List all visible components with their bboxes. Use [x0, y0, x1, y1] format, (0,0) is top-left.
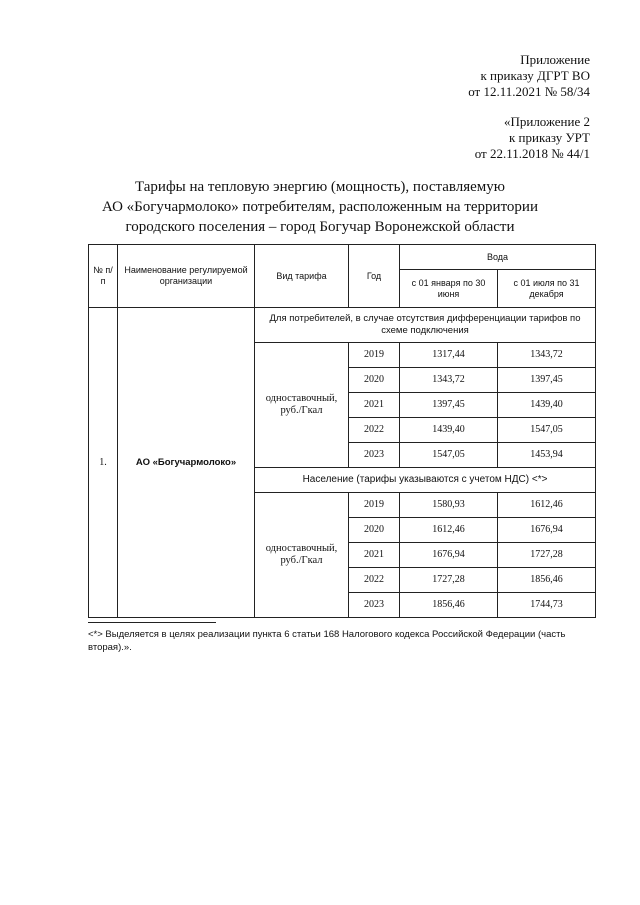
second-half-value: 1397,45	[498, 368, 596, 393]
header-water: Вода	[400, 245, 596, 270]
first-half-value: 1856,46	[400, 593, 498, 618]
header-row-number: № п/п	[89, 245, 118, 308]
second-half-value: 1547,05	[498, 418, 596, 443]
header-second-half: с 01 июля по 31 декабря	[498, 270, 596, 308]
year-cell: 2019	[349, 493, 400, 518]
title-line-2: АО «Богучармолоко» потребителям, расположенным на территории	[102, 199, 538, 215]
year-cell: 2023	[349, 593, 400, 618]
second-half-value: 1343,72	[498, 343, 596, 368]
year-cell: 2021	[349, 543, 400, 568]
appendix-order-ref: к приказу ДГРТ ВО	[480, 68, 590, 83]
appendix-order-date: от 12.11.2021 № 58/34	[468, 84, 590, 99]
year-cell: 2019	[349, 343, 400, 368]
first-half-value: 1439,40	[400, 418, 498, 443]
tariff-type: одноставочный, руб./Гкал	[255, 343, 349, 468]
first-half-value: 1580,93	[400, 493, 498, 518]
section-title: Население (тарифы указываются с учетом НДС) <*>	[255, 468, 596, 493]
footnote-divider	[88, 622, 216, 623]
second-half-value: 1744,73	[498, 593, 596, 618]
tariff-type: одноставочный, руб./Гкал	[255, 493, 349, 618]
first-half-value: 1727,28	[400, 568, 498, 593]
year-cell: 2020	[349, 518, 400, 543]
year-cell: 2023	[349, 443, 400, 468]
first-half-value: 1612,46	[400, 518, 498, 543]
second-half-value: 1453,94	[498, 443, 596, 468]
appendix-header	[468, 52, 590, 100]
second-half-value: 1612,46	[498, 493, 596, 518]
section-title: Для потребителей, в случае отсутствия дифференциации тарифов по схеме подключения	[255, 308, 596, 343]
original-order-ref: к приказу УРТ	[508, 130, 590, 145]
document-title	[0, 177, 640, 237]
tariff-table	[88, 244, 596, 618]
appendix-label: Приложение	[520, 52, 590, 67]
original-order-date: от 22.11.2018 № 44/1	[474, 146, 590, 161]
header-first-half: с 01 января по 30 июня	[400, 270, 498, 308]
year-cell: 2020	[349, 368, 400, 393]
header-tariff-type: Вид тарифа	[255, 245, 349, 308]
original-appendix-label: «Приложение 2	[503, 114, 590, 129]
second-half-value: 1676,94	[498, 518, 596, 543]
first-half-value: 1317,44	[400, 343, 498, 368]
second-half-value: 1856,46	[498, 568, 596, 593]
title-line-1: Тарифы на тепловую энергию (мощность), поставляемую	[134, 179, 506, 195]
first-half-value: 1397,45	[400, 393, 498, 418]
header-year: Год	[349, 245, 400, 308]
second-half-value: 1439,40	[498, 393, 596, 418]
year-cell: 2022	[349, 568, 400, 593]
second-half-value: 1727,28	[498, 543, 596, 568]
header-organization: Наименование регулируемой организации	[118, 245, 255, 308]
footnote: <*> Выделяется в целях реализации пункта 6 статьи 168 Налогового кодекса Российской Федерации (часть вторая).».	[88, 629, 566, 653]
year-cell: 2021	[349, 393, 400, 418]
row-number: 1.	[89, 308, 118, 618]
first-half-value: 1676,94	[400, 543, 498, 568]
original-appendix-header	[475, 114, 590, 162]
first-half-value: 1343,72	[400, 368, 498, 393]
first-half-value: 1547,05	[400, 443, 498, 468]
title-line-3: городского поселения – город Богучар Воронежской области	[125, 219, 515, 235]
year-cell: 2022	[349, 418, 400, 443]
organization-name: АО «Богучармолоко»	[118, 308, 255, 618]
